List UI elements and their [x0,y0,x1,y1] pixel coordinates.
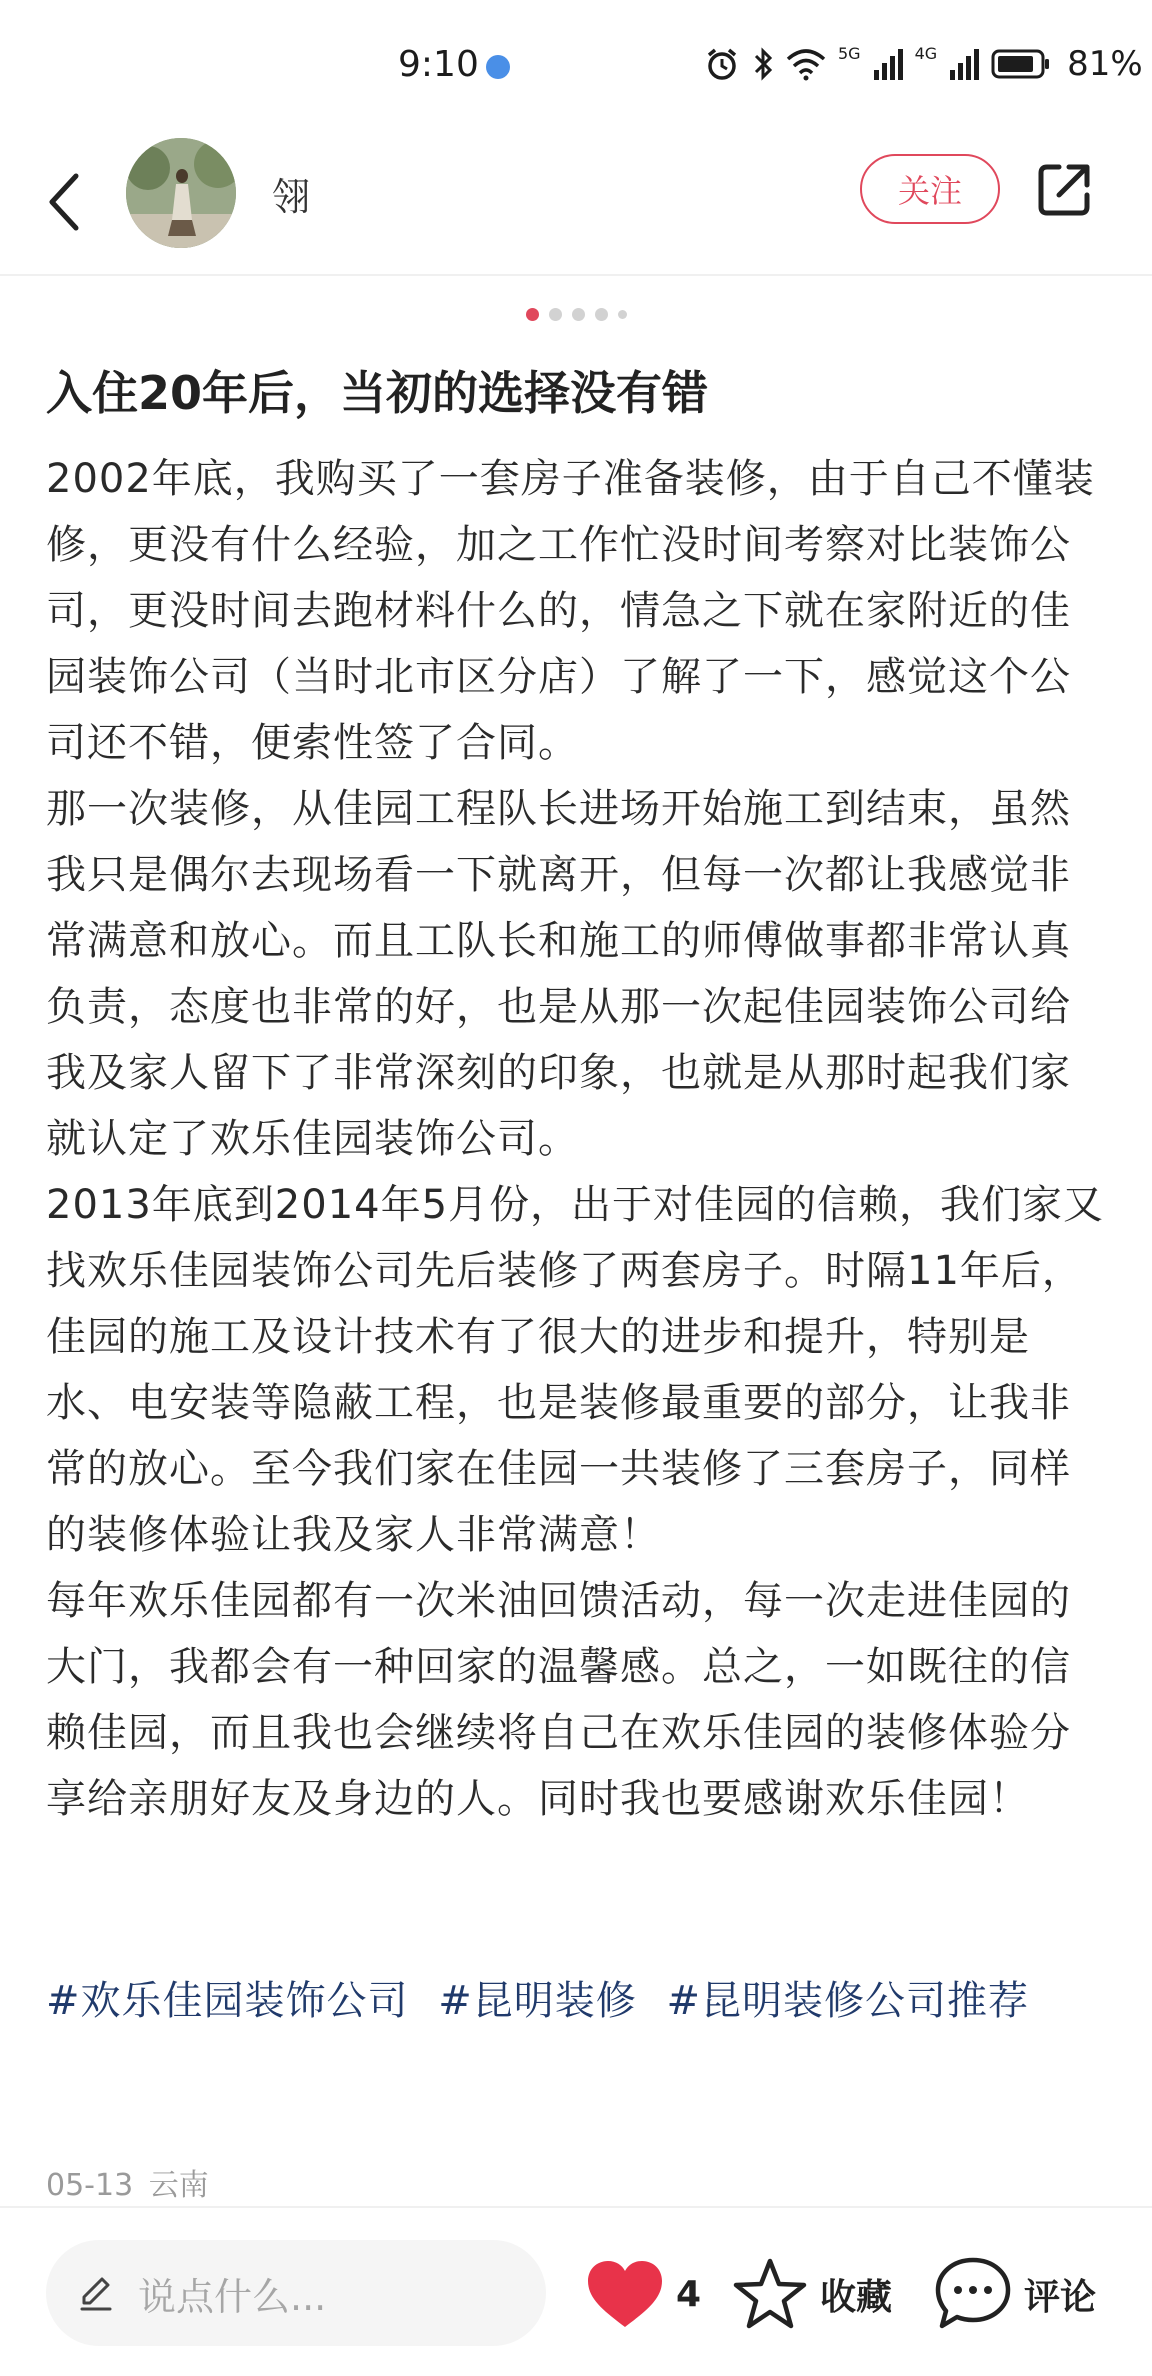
signal-icon [873,48,903,80]
back-button[interactable] [36,162,92,242]
avatar[interactable] [126,138,236,248]
share-button[interactable] [1032,158,1096,222]
status-bar [0,0,1152,130]
post-meta [46,2160,215,2204]
chevron-left-icon [46,172,82,232]
image-pager [0,304,1152,324]
author-name[interactable]: 翎 [272,175,311,219]
signal-icon-2 [949,48,979,80]
favorite-label: 收藏 [820,2276,893,2318]
tag-list [46,1968,1106,2034]
share-icon [1035,161,1093,219]
bluetooth-icon [752,46,774,82]
pager-dot[interactable] [618,310,627,319]
like-count: 4 [676,2273,702,2315]
post-paragraph: 2013年底到2014年5月份，出于对佳园的信赖，我们家又找欢乐佳园装饰公司先后装修了两套房子。时隔11年后，佳园的施工及设计技术有了很大的进步和提升，特别是水、电安装等隐蔽工程，也是装修最重要的部分，让我非常的放心。至今我们家在佳园一共装修了三套房子，同样的装修体验让我及家人非常满意！ [46,1182,1105,1558]
favorite-button[interactable] [732,2252,892,2336]
avatar-image [126,138,236,248]
battery-icon [991,48,1051,80]
signal-4g-label: 4G [914,44,938,63]
pager-dot[interactable] [572,308,585,321]
pencil-icon [76,2273,116,2313]
bottom-action-bar [0,2206,1152,2376]
comment-input[interactable] [46,2240,546,2346]
star-icon [732,2257,808,2331]
post-header [0,130,1152,276]
like-button[interactable] [586,2252,701,2336]
heart-icon [586,2259,664,2329]
post-paragraph: 那一次装修，从佳园工程队长进场开始施工到结束，虽然我只是偶尔去现场看一下就离开，但每一次都让我感觉非常满意和放心。而且工队长和施工的师傅做事都非常认真负责，态度也非常的好，也是从那一次起佳园装饰公司给我及家人留下了非常深刻的印象，也就是从那时起我们家就认定了欢乐佳园装饰公司。 [46,786,1071,1162]
post-paragraph: 每年欢乐佳园都有一次米油回馈活动，每一次走进佳园的大门，我都会有一种回家的温馨感。总之，一如既往的信赖佳园，而且我也会继续将自己在欢乐佳园的装修体验分享给亲朋好友及身边的人。同时我也要感谢欢乐佳园！ [46,1578,1071,1822]
post-paragraph: 2002年底，我购买了一套房子准备装修，由于自己不懂装修，更没有什么经验，加之工作忙没时间考察对比装饰公司，更没时间去跑材料什么的，情急之下就在家附近的佳园装饰公司（当时北市区分店）了解了一下，感觉这个公司还不错，便索性签了合同。 [46,456,1095,766]
hashtag-link[interactable]: #昆明装修公司推荐 [666,1978,1029,2024]
battery-percent: 81% [1067,44,1143,84]
comment-placeholder: 说点什么... [138,2274,327,2319]
signal-5g-label: 5G [838,44,861,63]
pager-dot[interactable] [526,308,539,321]
comment-button[interactable] [934,2252,1096,2336]
status-time: 9:10 [398,44,479,85]
wifi-icon [786,47,826,81]
follow-button[interactable]: 关注 [860,154,1000,224]
hashtag-link[interactable]: #昆明装修 [438,1978,637,2024]
hashtag-link[interactable]: #欢乐佳园装饰公司 [46,1978,409,2024]
pager-dot[interactable] [549,308,562,321]
location-indicator-icon [486,55,510,79]
pager-dot[interactable] [595,308,608,321]
post-date: 05-13 [46,2168,134,2203]
post-body [46,446,1106,1832]
post-location: 云南 [148,2168,209,2203]
post-title: 入住20年后，当初的选择没有错 [46,366,709,420]
alarm-icon [704,46,740,82]
comment-label: 评论 [1024,2276,1097,2318]
chat-bubble-icon [934,2256,1012,2332]
status-icons [704,44,1143,84]
